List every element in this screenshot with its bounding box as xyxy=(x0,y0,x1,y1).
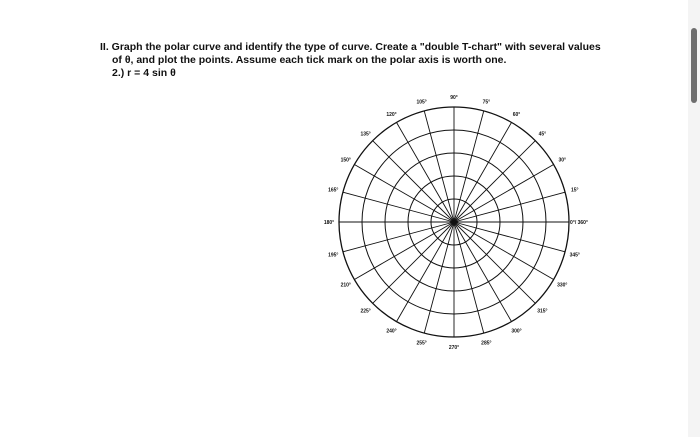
angle-label-315: 315° xyxy=(537,308,548,315)
angle-label-300: 300° xyxy=(511,328,522,335)
polar-spoke-120 xyxy=(397,122,455,222)
polar-spoke-105 xyxy=(424,111,454,222)
polar-spoke-345 xyxy=(454,222,565,252)
polar-spoke-60 xyxy=(454,122,512,222)
angle-label-270: 270° xyxy=(448,345,460,351)
angle-label-105: 105° xyxy=(416,99,427,106)
angle-label-180: 180° xyxy=(323,220,335,226)
angle-label-15: 15° xyxy=(570,187,579,194)
angle-label-60: 60° xyxy=(512,111,521,118)
angle-label-165: 165° xyxy=(328,187,339,194)
polar-spoke-135 xyxy=(373,141,454,222)
question-line-3: 2.) r = 4 sin θ xyxy=(112,67,176,79)
polar-spoke-165 xyxy=(343,192,454,222)
angle-label-330: 330° xyxy=(557,282,568,289)
polar-spoke-225 xyxy=(373,222,454,303)
question-line-2: of θ, and plot the points. Assume each tick mark on the polar axis is worth one. xyxy=(112,54,507,66)
polar-spoke-315 xyxy=(454,222,535,303)
angle-label-90: 90° xyxy=(450,95,458,101)
angle-label-210: 210° xyxy=(340,282,351,289)
angle-label-285: 285° xyxy=(481,340,492,347)
scrollbar-track[interactable] xyxy=(688,0,700,437)
angle-label-30: 30° xyxy=(558,157,567,164)
pole-point xyxy=(452,220,456,224)
angle-label-120: 120° xyxy=(386,111,397,118)
polar-spoke-255 xyxy=(424,222,454,333)
angle-label-225: 225° xyxy=(360,308,371,315)
angle-label-75: 75° xyxy=(482,99,491,106)
angle-label-0: 0°/ 360° xyxy=(570,220,588,226)
polar-spoke-75 xyxy=(454,111,484,222)
question-line-1: II. Graph the polar curve and identify the type of curve. Create a "double T-chart" with several values xyxy=(100,41,601,53)
scrollbar-thumb[interactable] xyxy=(691,28,697,103)
polar-spoke-195 xyxy=(343,222,454,252)
polar-spoke-30 xyxy=(454,165,554,223)
angle-label-150: 150° xyxy=(340,157,351,164)
polar-spoke-240 xyxy=(397,222,455,322)
angle-label-240: 240° xyxy=(386,328,397,335)
polar-spoke-300 xyxy=(454,222,512,322)
angle-label-45: 45° xyxy=(538,131,547,138)
polar-spoke-285 xyxy=(454,222,484,333)
angle-label-135: 135° xyxy=(360,131,371,138)
polar-spoke-330 xyxy=(454,222,554,280)
angle-label-255: 255° xyxy=(416,340,427,347)
polar-spoke-210 xyxy=(354,222,454,280)
angle-label-345: 345° xyxy=(569,252,580,259)
polar-spoke-15 xyxy=(454,192,565,222)
polar-spoke-150 xyxy=(354,165,454,223)
angle-label-195: 195° xyxy=(328,252,339,259)
polar-spoke-45 xyxy=(454,141,535,222)
